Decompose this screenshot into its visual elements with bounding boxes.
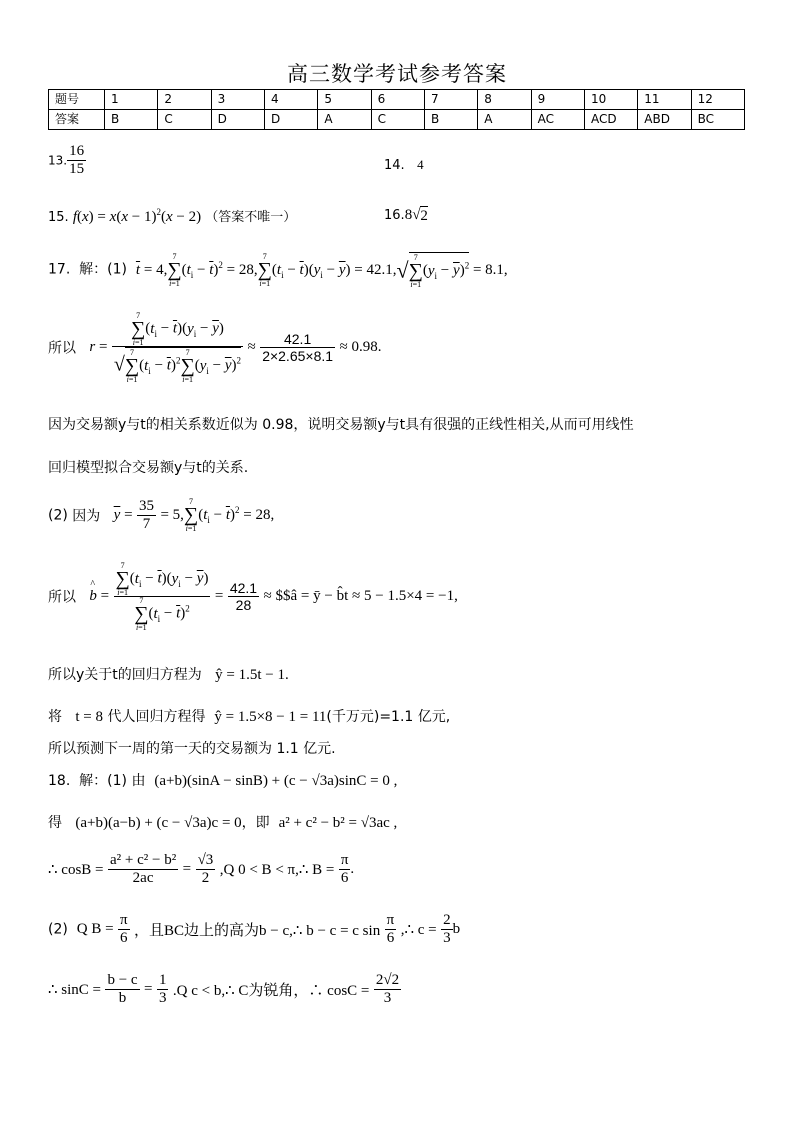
table-cell-answer: C <box>371 110 424 130</box>
sqrt-symbol: √ <box>412 207 421 223</box>
fraction: 7 ∑ i=1 $(t_i - \overline{t})(y_i - \overline{y})$ √ 7 ∑ i=1 $(t_i - \overline{t})^2$ 7 ∑ i=1 $(y_i - \overline{y})^2$ <box>113 311 242 384</box>
fraction: $\frac{42.1}{2\times 2.65\times 8.1}$ <box>262 331 334 365</box>
q18-cosB: ∴ cosB = $\frac{\text{a² + c² − b²}}{2ac}$ = $\frac{√3}{2}$ ,Q 0 < B < π,∴ B = $\frac{\pi}{6}$ . <box>48 852 355 886</box>
fraction: $\frac{42.1}{28}$ <box>229 580 258 614</box>
table-cell-answer: ACD <box>584 110 637 130</box>
fraction: $\frac{\pi}{6}$ <box>340 852 349 886</box>
answer-15 <box>48 206 296 226</box>
math-expression: $\overline{t} = 4$, 7 ∑ i=1 $(t_i - \overline{t})^2 = 28$, 7 ∑ i=1 $(t_i - \overline{t})(y_i - \overline{y}) = 42.1,√$ 7 ∑ i=1 $(y_i - \overline{y})^2 = 8.1$, <box>135 252 508 289</box>
fraction: $\frac{\text{a² + c² − b²}}{2ac}$ <box>109 852 177 886</box>
table-cell-answer: A <box>478 110 531 130</box>
q17-regression-equation: 所以y关于t的回归方程为 ŷ = 1.5t − 1. <box>48 667 289 683</box>
fraction: $\frac{\pi}{6}$ <box>386 912 395 946</box>
q17-slope-formula: 所以 ^ b = 7 ∑ i=1 $(t_i - \overline{t})(y_i - \overline{y})$ 7 ∑ i=1 $(t_i - \overline{t})^2$ = $\frac{42.1}{28}$ ≈ $$â = ȳ − b̂t ≈ 5 − 1.5×4 = −1, <box>48 562 458 631</box>
question-label: 16. <box>384 208 405 223</box>
table-cell-question-number: 12 <box>691 90 744 110</box>
table-cell-question-number: 6 <box>371 90 424 110</box>
q18-part2-height: (2) Q B = $\frac{\pi}{6}$ ，且BC边上的高为b − c,∴ b − c = c sin $\frac{\pi}{6}$ ,∴ c = $\frac{2}{3}$ b <box>48 912 461 946</box>
math-expression: $f(x) = x(x - 1)^2(x - 2)$ <box>72 207 202 225</box>
table-header-answer: 答案 <box>49 110 105 130</box>
question-label: 15. <box>48 210 69 225</box>
table-cell-answer: A <box>318 110 371 130</box>
answer-note: （答案不唯一） <box>205 210 297 225</box>
fraction: $\frac{b - c}{b}$ <box>107 972 138 1006</box>
table-header-question-number: 题号 <box>49 90 105 110</box>
question-label: 14. <box>384 158 405 173</box>
q18-part1-given: 18. 解：(1) 由 (a+b)(sinA − sinB) + (c − √3a)sinC = 0 , <box>48 773 398 789</box>
q17-prediction: 所以预测下一周的第一天的交易额为 1.1 亿元. <box>48 741 336 757</box>
table-cell-answer: AC <box>531 110 584 130</box>
answer-13 <box>48 143 86 178</box>
q17-part2-given: (2) 因为 $\overline{y}$ = $\frac{35}{7}$ = 5, 7 ∑ i=1 $(t_i - \overline{t})^2 = 28$, <box>48 497 275 533</box>
q18-derivation: 得 (a+b)(a−b) + (c − √3a)c = 0，即 a² + c² − b² = √3ac , <box>48 815 398 831</box>
fraction: $\frac{1}{3}$ <box>158 972 167 1006</box>
q17-part1-given: 17. 解：(1) $\overline{t} = 4$, 7 ∑ i=1 $(t_i - \overline{t})^2 = 28$, 7 ∑ i=1 $(t_i - \overline{t})(y_i - \overline{y}) = 42.1,√$ 7 ∑ i=1 $(y_i - \overline{y})^2 = 8.1$, <box>48 252 508 289</box>
table-cell-question-number: 10 <box>584 90 637 110</box>
table-cell-question-number: 4 <box>264 90 317 110</box>
q17-substitution: 将 t = 8 代人回归方程得 ŷ = 1.5×8 − 1 = 11(千万元)=1.1 亿元, <box>48 709 451 725</box>
q18-sinC: ∴ sinC = $\frac{b - c}{b}$ = $\frac{1}{3}$ .Q c < b,∴ C为锐角，∴ cosC = $\frac{2√2}{3}$ <box>48 972 400 1006</box>
page-title: 高三数学考试参考答案 <box>287 62 507 86</box>
table-cell-question-number: 9 <box>531 90 584 110</box>
table-cell-answer: D <box>264 110 317 130</box>
answer-key-table <box>48 89 745 130</box>
fraction: $\frac{\pi}{6}$ <box>120 912 128 946</box>
fraction: $\frac{16}{15}$ <box>69 143 85 177</box>
fraction: $\frac{2√2}{3}$ <box>375 972 400 1006</box>
table-cell-answer: C <box>158 110 211 130</box>
table-cell-answer: BC <box>691 110 744 130</box>
table-cell-question-number: 8 <box>478 90 531 110</box>
fraction: $\frac{35}{7}$ <box>139 498 154 532</box>
q17-explanation-line2: 回归模型拟合交易额y与t的关系. <box>48 460 249 476</box>
fraction: $\frac{2}{3}$ <box>443 912 451 946</box>
table-cell-question-number: 2 <box>158 90 211 110</box>
fraction: $\frac{√3}{2}$ <box>197 852 214 886</box>
table-cell-question-number: 5 <box>318 90 371 110</box>
table-cell-question-number: 7 <box>424 90 477 110</box>
radicand: 2 <box>420 208 428 224</box>
table-cell-question-number: 11 <box>638 90 691 110</box>
table-cell-question-number: 1 <box>105 90 158 110</box>
answer-14: 14. 4 <box>384 157 424 173</box>
table-row-answers <box>49 110 745 130</box>
table-cell-answer: ABD <box>638 110 691 130</box>
table-cell-question-number: 3 <box>211 90 264 110</box>
answer-16: 16.8√2 <box>384 207 428 224</box>
table-cell-answer: B <box>105 110 158 130</box>
fraction: 7 ∑ i=1 $(t_i - \overline{t})(y_i - \overline{y})$ 7 ∑ i=1 $(t_i - \overline{t})^2$ <box>115 561 209 632</box>
question-label: 13. <box>48 153 68 168</box>
table-row-question-numbers <box>49 90 745 110</box>
table-cell-answer: D <box>211 110 264 130</box>
q17-explanation-line1: 因为交易额y与t的相关系数近似为 0.98，说明交易额y与t具有很强的正线性相关,从而可用线性 <box>48 417 634 433</box>
q17-correlation-formula: 所以 r = 7 ∑ i=1 $(t_i - \overline{t})(y_i - \overline{y})$ √ 7 ∑ i=1 $(t_i - \overline{t})^2$ 7 ∑ i=1 $(y_i - \overline{y})^2$ ≈ $\frac{42.1}{2\times 2.65\times 8.1}$ ≈ 0.98. <box>48 311 382 384</box>
table-cell-answer: B <box>424 110 477 130</box>
